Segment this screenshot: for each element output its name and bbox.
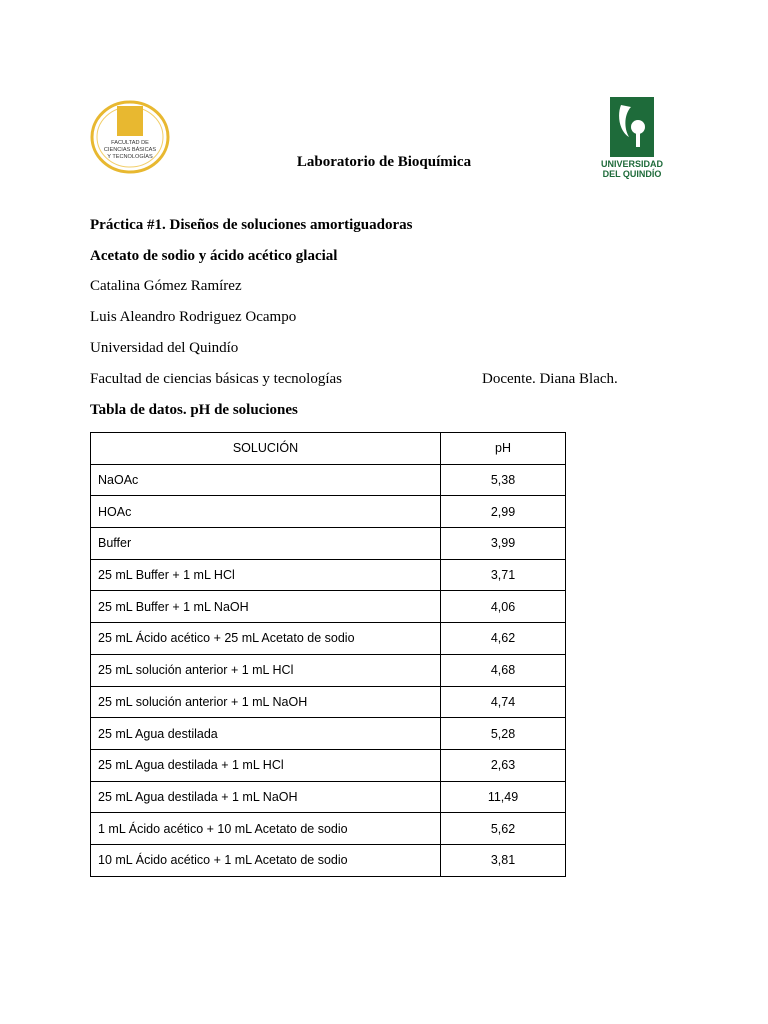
ph-cell: 5,62 [441,813,566,845]
table-row [91,844,566,876]
solution-cell: 25 mL Agua destilada + 1 mL HCl [91,749,441,781]
ph-cell: 3,99 [441,528,566,560]
solution-cell: 25 mL Buffer + 1 mL HCl [91,559,441,591]
solution-cell: 25 mL Agua destilada + 1 mL NaOH [91,781,441,813]
header-ph: pH [441,433,566,465]
faculty-logo-line1: FACULTAD DE [111,140,149,146]
ph-cell: 5,28 [441,718,566,750]
table-row [91,781,566,813]
solution-cell: Buffer [91,528,441,560]
solution-cell: 10 mL Ácido acético + 1 mL Acetato de sodio [91,844,441,876]
solution-cell: 1 mL Ácido acético + 10 mL Acetato de sodio [91,813,441,845]
faculty-logo-line3: Y TECNOLOGÍAS [107,154,153,160]
table-row [91,591,566,623]
page-title: Laboratorio de Bioquímica [296,154,472,170]
table-row [91,686,566,718]
ph-cell: 3,71 [441,559,566,591]
practice-title: Práctica #1. Diseños de soluciones amortiguadoras [90,217,413,233]
table-caption: Tabla de datos. pH de soluciones [90,402,298,418]
ph-cell: 5,38 [441,464,566,496]
solution-cell: NaOAc [91,464,441,496]
university-logo-line2: DEL QUINDÍO [602,169,662,179]
ph-cell: 2,99 [441,496,566,528]
solution-cell: 25 mL Buffer + 1 mL NaOH [91,591,441,623]
solution-cell: 25 mL Agua destilada [91,718,441,750]
ph-cell: 11,49 [441,781,566,813]
solution-cell: 25 mL solución anterior + 1 mL HCl [91,654,441,686]
table-row [91,813,566,845]
table-row [91,654,566,686]
table-row [91,559,566,591]
table-row [91,749,566,781]
university-name: Universidad del Quindío [90,340,239,356]
university-logo-line1: UNIVERSIDAD [600,159,664,169]
table-row [91,464,566,496]
faculty-name: Facultad de ciencias básicas y tecnologías [90,371,342,387]
ph-cell: 2,63 [441,749,566,781]
author-2: Luis Aleandro Rodriguez Ocampo [90,309,297,325]
table-header-row [91,433,566,465]
table-row [91,718,566,750]
ph-cell: 4,74 [441,686,566,718]
solution-cell: 25 mL Ácido acético + 25 mL Acetato de sodio [91,623,441,655]
table-row [91,496,566,528]
solution-cell: 25 mL solución anterior + 1 mL NaOH [91,686,441,718]
docente: Docente. Diana Blach. [482,371,618,387]
ph-cell: 4,62 [441,623,566,655]
table-row [91,623,566,655]
table-row [91,528,566,560]
ph-cell: 4,06 [441,591,566,623]
ph-cell: 4,68 [441,654,566,686]
solution-cell: HOAc [91,496,441,528]
faculty-logo-line2: CIENCIAS BÁSICAS [103,147,157,153]
header-solucion: SOLUCIÓN [91,433,441,465]
ph-cell: 3,81 [441,844,566,876]
author-1: Catalina Gómez Ramírez [90,278,242,294]
ph-data-table [90,432,566,877]
practice-subtitle: Acetato de sodio y ácido acético glacial [90,248,338,264]
